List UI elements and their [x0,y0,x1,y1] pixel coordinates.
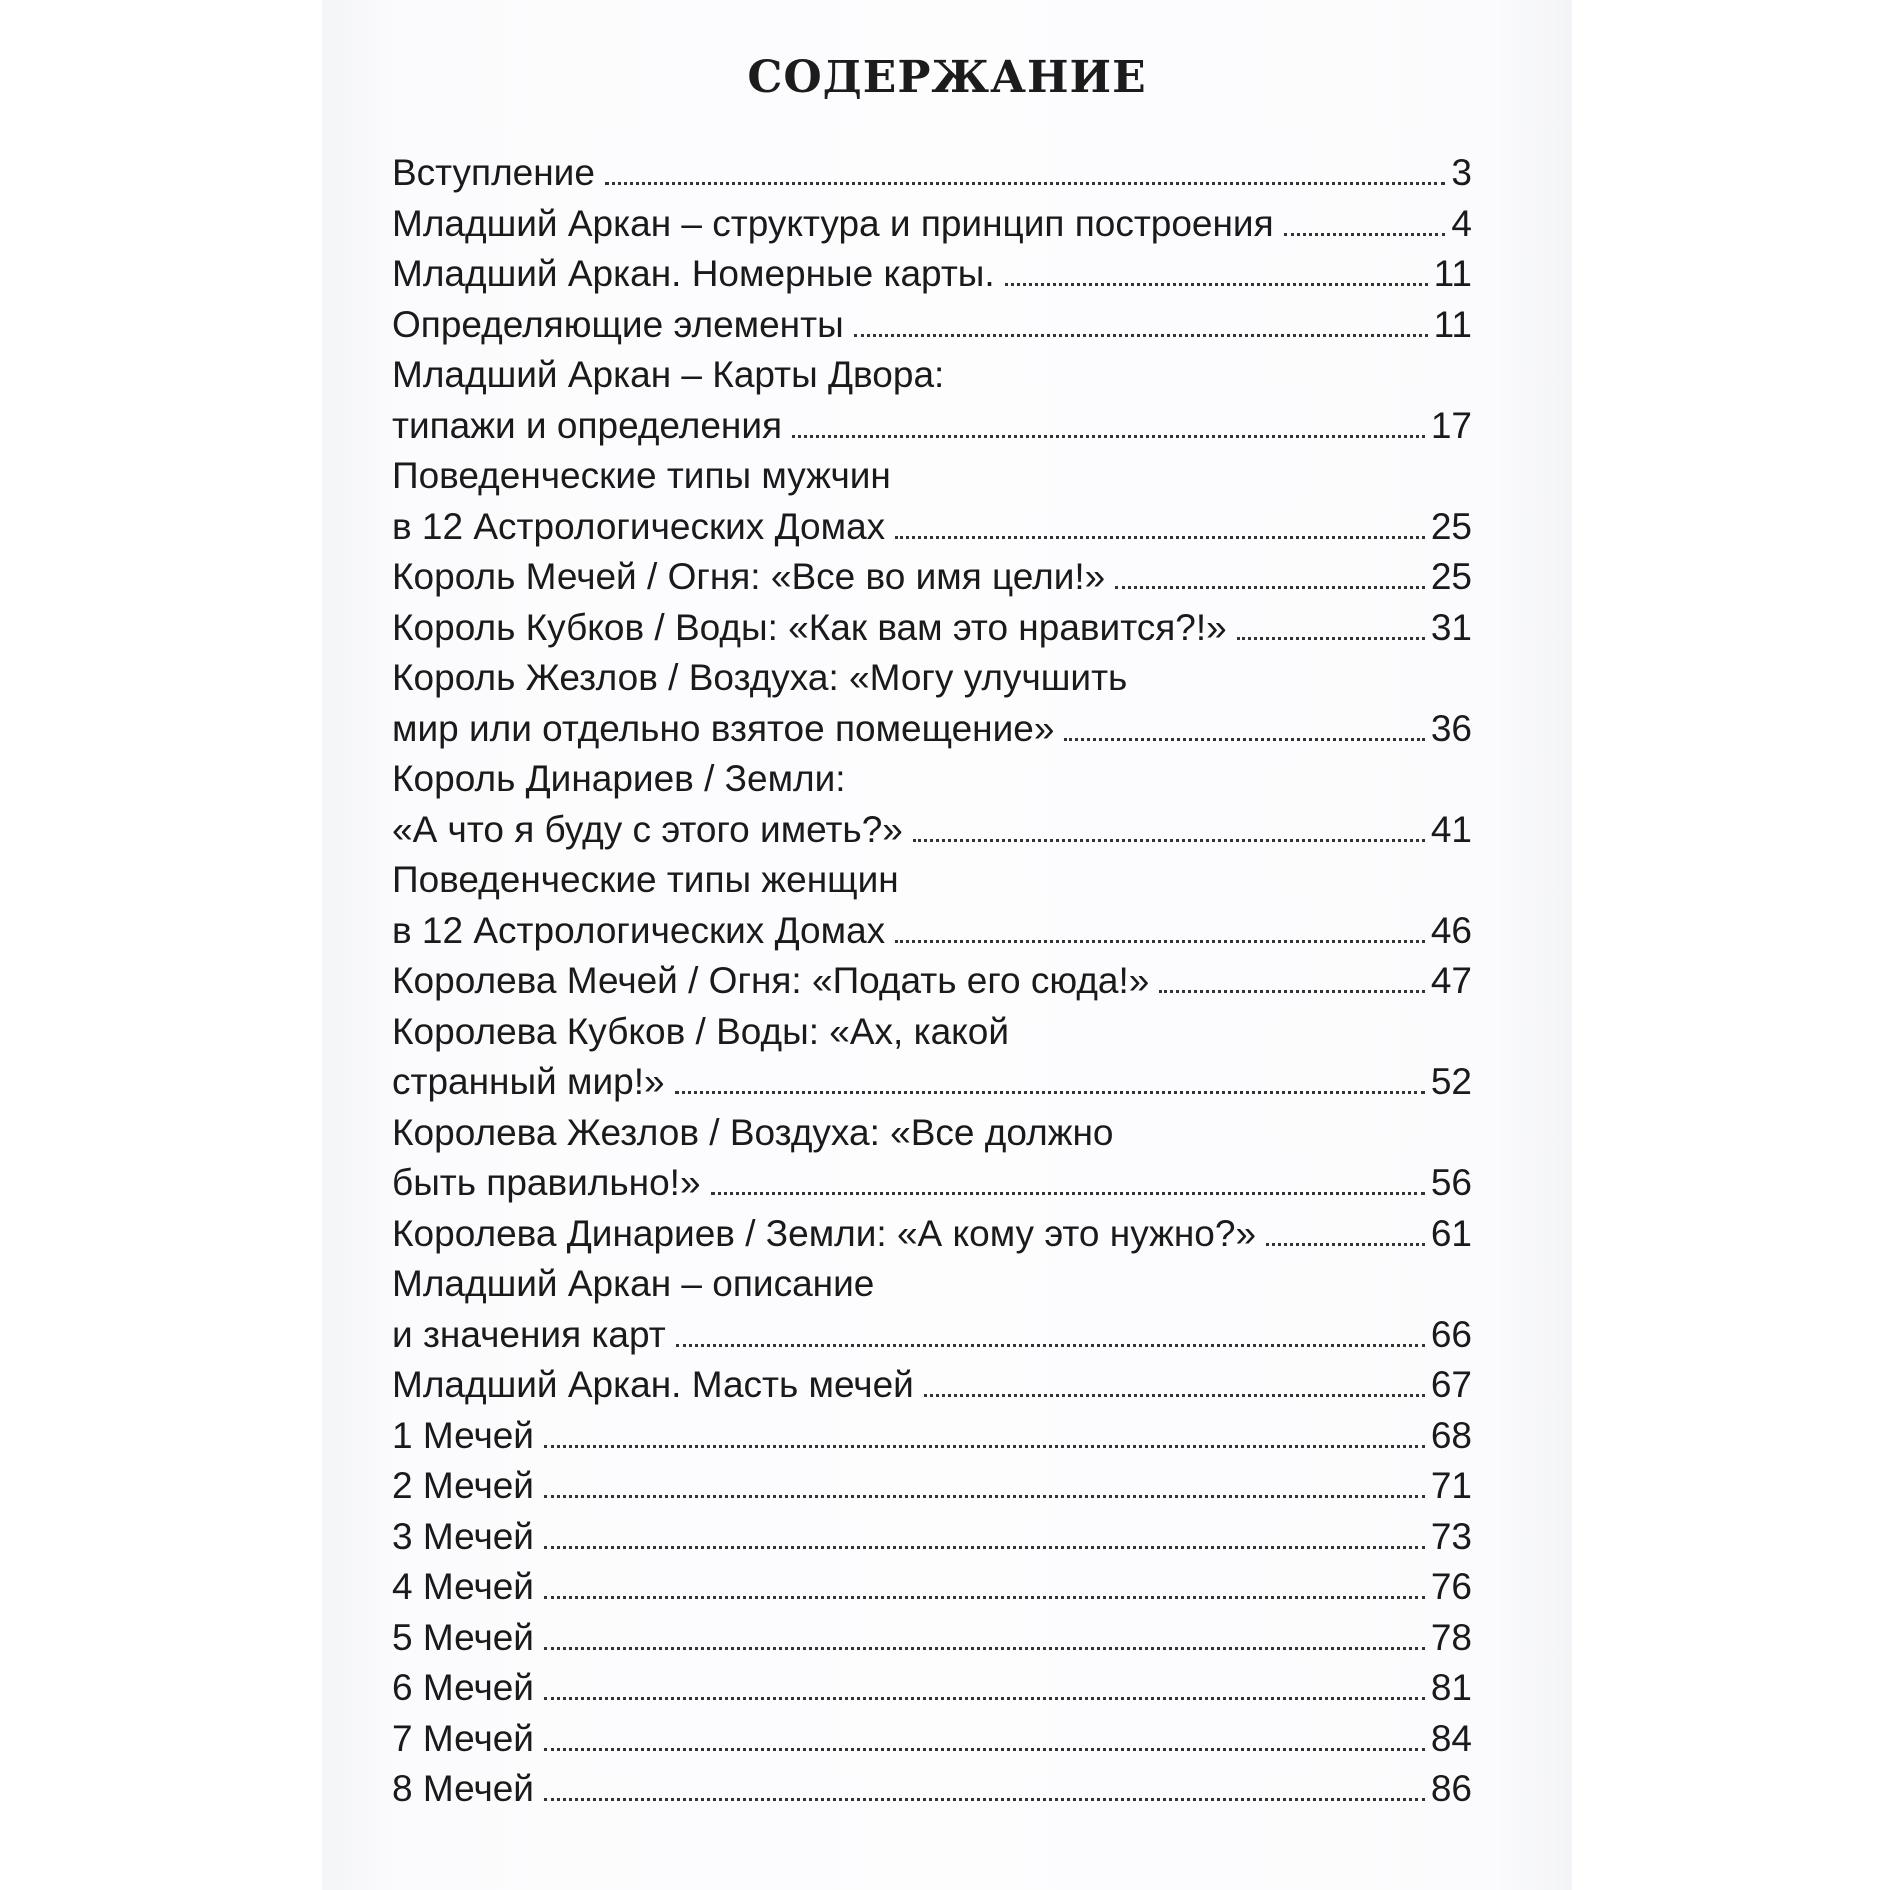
toc-entry [392,350,1472,451]
dot-leader [544,1748,1425,1751]
dot-leader [1266,1243,1425,1246]
toc-line [392,502,1472,553]
toc-entry-text: быть правильно!» [392,1162,701,1203]
toc-entry-text: 7 Мечей [392,1717,534,1759]
page-number: 11 [1433,303,1472,345]
dot-leader [1064,738,1424,741]
page-number: 71 [1430,1465,1472,1506]
dot-leader [1159,990,1424,993]
toc-entry-text: 8 Мечей [392,1768,534,1809]
toc-entry-text: Королева Кубков / Воды: «Ах, какой [392,1010,1010,1052]
dot-leader [1284,233,1446,236]
page-number: 25 [1430,556,1472,597]
toc-line [392,401,1472,452]
page-number: 68 [1430,1414,1472,1456]
dot-leader [924,1394,1425,1397]
toc-entry [392,855,1472,956]
toc-entry [392,249,1472,300]
toc-entry-text: странный мир!» [392,1061,665,1102]
dot-leader [544,1647,1425,1650]
toc-line [392,1411,1472,1462]
dot-leader [1237,637,1425,640]
toc-line [392,1360,1472,1411]
page-number: 78 [1430,1616,1472,1658]
toc-line [392,148,1472,199]
toc-line [392,1562,1472,1613]
page-number: 73 [1430,1515,1472,1557]
book-page [322,0,1572,1890]
toc-entry-text: «А что я буду с этого иметь?» [392,808,903,850]
toc-line [392,956,1472,1007]
page-number: 84 [1430,1717,1472,1759]
toc-entry-text: Король Жезлов / Воздуха: «Могу улучшить [392,657,1128,698]
toc-line [392,1714,1472,1765]
toc-entry [392,1209,1472,1260]
dot-leader [854,334,1428,337]
dot-leader [792,435,1425,438]
toc-entry-text: Младший Аркан – структура и принцип построения [392,202,1274,244]
toc-entry [392,451,1472,552]
toc-entry-text: типажи и определения [392,404,783,446]
dot-leader [895,536,1425,539]
toc-entry [392,1512,1472,1563]
page-number: 56 [1430,1162,1472,1203]
toc-line [392,1209,1472,1260]
page-number: 46 [1430,909,1472,951]
toc-line [392,1310,1472,1361]
dot-leader [1115,586,1425,589]
page-number: 61 [1430,1212,1472,1254]
toc-entry-text: Вступление [392,152,595,193]
dot-leader [544,1495,1425,1498]
dot-leader [544,1596,1425,1599]
toc-line [392,704,1472,755]
page-number: 47 [1430,960,1472,1001]
toc-entry-text: Младший Аркан – описание [392,1263,875,1304]
toc-line [392,1663,1472,1714]
page-number: 11 [1433,253,1472,294]
toc-line [392,1512,1472,1563]
dot-leader [544,1445,1425,1448]
toc-entry-text: Король Динариев / Земли: [392,758,846,799]
toc-entry [392,1714,1472,1765]
toc-line [392,1461,1472,1512]
toc-entry-text: 6 Мечей [392,1667,534,1708]
toc-entry-text: 2 Мечей [392,1465,534,1506]
toc-line [392,552,1472,603]
toc-line [392,1057,1472,1108]
toc-entry-text: в 12 Астрологических Домах [392,505,886,547]
toc-line [392,1613,1472,1664]
toc-line [392,199,1472,250]
page-number: 25 [1430,505,1472,547]
toc-entry [392,1764,1472,1815]
toc-entry [392,1108,1472,1209]
toc-entry-text: Королева Жезлов / Воздуха: «Все должно [392,1111,1114,1153]
toc-line [392,249,1472,300]
toc-entry [392,1360,1472,1411]
dot-leader [895,940,1425,943]
page-number: 17 [1430,404,1472,446]
toc-entry [392,1562,1472,1613]
page-number: 41 [1430,808,1472,850]
toc-line [392,1158,1472,1209]
toc-entry [392,300,1472,351]
toc-entry-text: 3 Мечей [392,1515,534,1557]
toc-entry [392,1461,1472,1512]
toc-entry-text: в 12 Астрологических Домах [392,909,886,951]
page-number: 36 [1430,707,1472,749]
page-number: 81 [1430,1667,1472,1708]
toc-entry [392,148,1472,199]
dot-leader [544,1697,1425,1700]
toc-entry-text: Поведенческие типы женщин [392,859,899,900]
toc-line [392,906,1472,957]
toc-entry-text: 5 Мечей [392,1616,534,1658]
toc-entry [392,1613,1472,1664]
toc-entry-text: Королева Динариев / Земли: «А кому это нужно?» [392,1212,1257,1254]
page-number: 4 [1451,202,1472,244]
toc-entry [392,653,1472,754]
toc-entry [392,1007,1472,1108]
toc-line [392,1764,1472,1815]
toc-line [392,805,1472,856]
table-of-contents [392,148,1472,1815]
toc-entry-text: Определяющие элементы [392,303,844,345]
toc-entry [392,1259,1472,1360]
page-title: СОДЕРЖАНИЕ [747,52,1147,103]
dot-leader [676,1344,1425,1347]
toc-entry-text: Король Кубков / Воды: «Как вам это нравится?!» [392,606,1227,648]
toc-entry-text: Младший Аркан. Номерные карты. [392,253,995,294]
page-number: 67 [1430,1364,1472,1405]
toc-entry [392,603,1472,654]
toc-entry [392,1663,1472,1714]
dot-leader [544,1546,1425,1549]
toc-line [392,603,1472,654]
toc-entry [392,1411,1472,1462]
toc-entry-text: 4 Мечей [392,1566,534,1607]
dot-leader [605,182,1446,185]
toc-entry-text: Поведенческие типы мужчин [392,455,891,496]
dot-leader [1005,283,1428,286]
toc-entry-text: Король Мечей / Огня: «Все во имя цели!» [392,556,1106,597]
toc-entry-text: Королева Мечей / Огня: «Подать его сюда!» [392,960,1150,1001]
dot-leader [675,1091,1425,1094]
page-number: 52 [1430,1061,1472,1102]
dot-leader [544,1798,1425,1801]
page-number: 3 [1451,152,1472,193]
dot-leader [711,1192,1425,1195]
toc-entry-text: Младший Аркан. Масть мечей [392,1364,914,1405]
toc-entry [392,199,1472,250]
toc-entry-text: и значения карт [392,1313,666,1355]
page-number: 76 [1430,1566,1472,1607]
toc-line [392,300,1472,351]
toc-entry-text: Младший Аркан – Карты Двора: [392,354,945,395]
toc-entry [392,552,1472,603]
toc-entry-text: 1 Мечей [392,1414,534,1456]
page-number: 86 [1430,1768,1472,1809]
page-number: 66 [1430,1313,1472,1355]
toc-entry [392,956,1472,1007]
page-number: 31 [1430,606,1472,648]
toc-entry [392,754,1472,855]
dot-leader [913,839,1425,842]
toc-entry-text: мир или отдельно взятое помещение» [392,707,1055,749]
